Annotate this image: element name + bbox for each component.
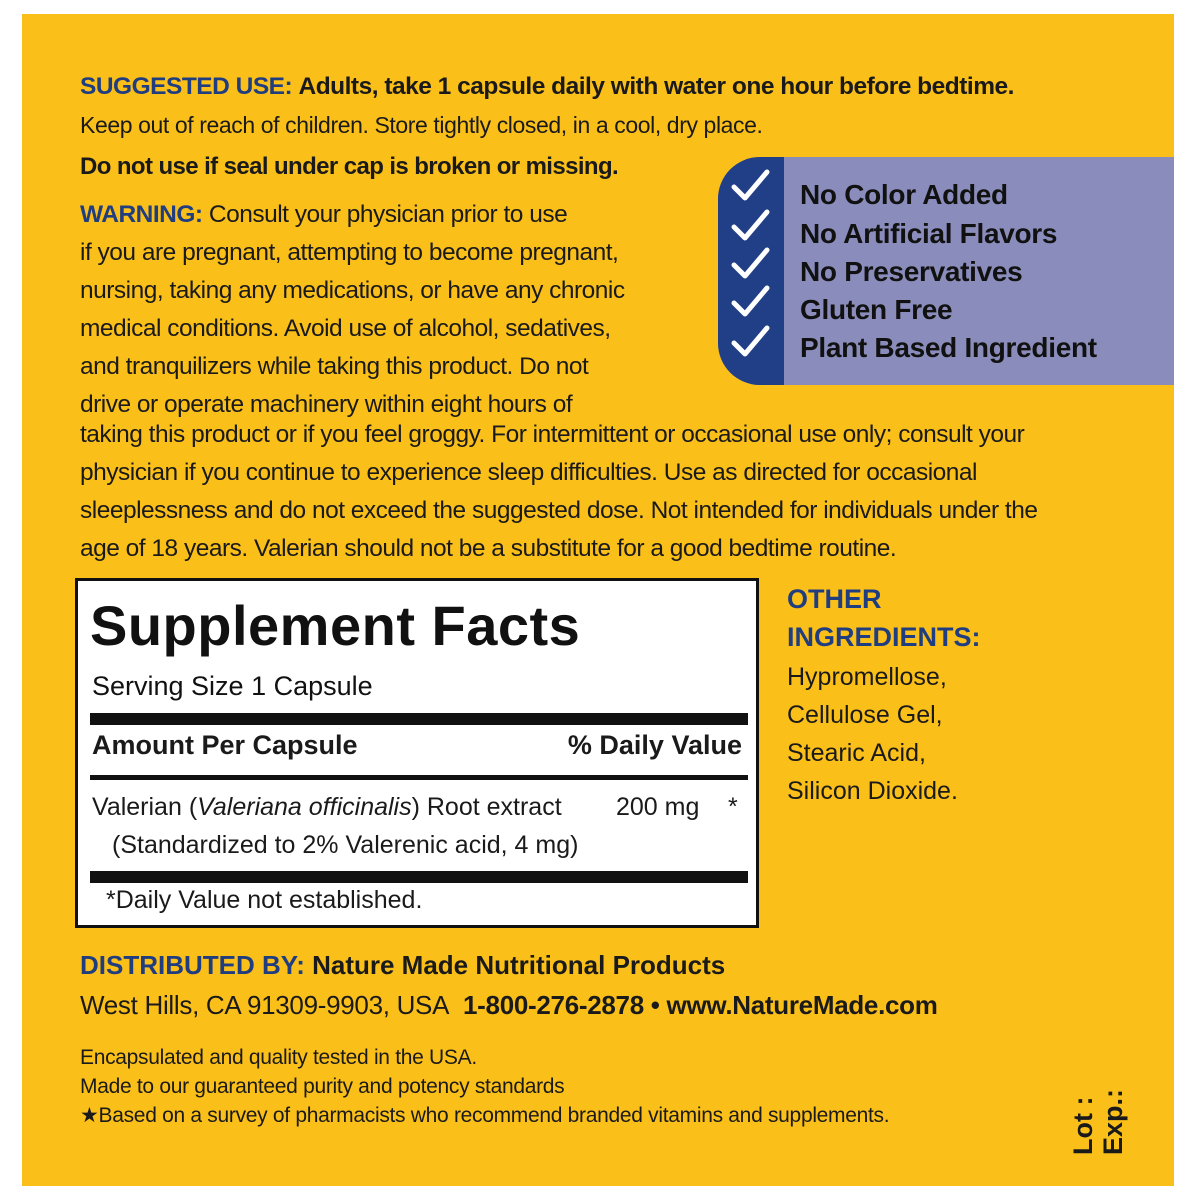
distributor-heading: DISTRIBUTED BY: (80, 950, 305, 980)
suggested-use-text: Adults, take 1 capsule daily with water one hour before bedtime. (298, 73, 1014, 100)
contact-separator: • (650, 990, 660, 1020)
warning-line: nursing, taking any medications, or have any chronic (80, 277, 625, 304)
suggested-use-heading: SUGGESTED USE: (80, 73, 293, 100)
product-claims-box (718, 157, 1174, 385)
distributor-name: Nature Made Nutritional Products (312, 950, 726, 980)
ingredient-part: ) Root extract (411, 793, 562, 821)
supplement-facts-panel (75, 578, 759, 928)
warning-line: medical conditions. Avoid use of alcohol, sedatives, (80, 315, 611, 342)
checkmark-icon (730, 169, 770, 203)
other-ingredient-item: Cellulose Gel, (787, 701, 943, 729)
warning-line: drive or operate machinery within eight hours of (80, 391, 573, 418)
warning-line (80, 196, 670, 234)
claim-gluten-free: Gluten Free (800, 294, 953, 325)
thick-divider (90, 871, 748, 883)
warning-continued (80, 416, 1140, 568)
fine-print (80, 1043, 889, 1130)
serving-size: Serving Size 1 Capsule (92, 671, 373, 701)
ingredient-name: Valerian ( (92, 793, 198, 821)
amount-per-capsule-header: Amount Per Capsule (92, 730, 358, 760)
ingredient-latin-name: Valeriana officinalis (197, 793, 412, 821)
daily-value-footnote: *Daily Value not established. (106, 886, 423, 914)
other-ingredients-heading-line: INGREDIENTS: (787, 622, 981, 652)
other-ingredients-heading (787, 580, 981, 656)
daily-value-header: % Daily Value (567, 730, 742, 760)
ingredient-standardization: (Standardized to 2% Valerenic acid, 4 mg) (112, 831, 579, 859)
warning-line: if you are pregnant, attempting to become pregnant, (80, 239, 619, 266)
thick-divider (90, 713, 748, 725)
claim-no-preservatives: No Preservatives (800, 256, 1023, 287)
lot-label: Lot : (1068, 1096, 1098, 1155)
distributor-website: www.NatureMade.com (666, 990, 938, 1020)
fine-print-line: ★Based on a survey of pharmacists who recommend branded vitamins and supplements. (80, 1104, 890, 1127)
fine-print-line: Made to our guaranteed purity and potency standards (80, 1075, 565, 1098)
checkmark-icon (730, 247, 770, 281)
other-ingredients-heading-line: OTHER (787, 584, 882, 614)
other-ingredients-list (787, 658, 958, 810)
checkmark-icon (730, 325, 770, 359)
ingredient-daily-value: * (728, 793, 738, 821)
exp-label: Exp.: (1098, 1088, 1128, 1155)
warning-section (80, 196, 670, 424)
distributor-phone: 1-800-276-2878 (463, 990, 644, 1020)
supplement-facts-title: Supplement Facts (90, 594, 581, 657)
checkmark-icon (730, 209, 770, 243)
warning-line: age of 18 years. Valerian should not be a substitute for a good bedtime routine. (80, 535, 897, 562)
warning-text: Consult your physician prior to use (208, 201, 568, 228)
checkmark-icon (730, 285, 770, 319)
warning-line: sleeplessness and do not exceed the suggested dose. Not intended for individuals under the (80, 497, 1038, 524)
medium-divider (90, 775, 748, 780)
warning-line: physician if you continue to experience sleep difficulties. Use as directed for occasional (80, 459, 977, 486)
warning-line: taking this product or if you feel groggy. For intermittent or occasional use only; consult your (80, 421, 1025, 448)
distributor-address: West Hills, CA 91309-9903, USA (80, 990, 450, 1020)
lot-exp-area (1068, 1089, 1128, 1155)
storage-instructions: Keep out of reach of children. Store tightly closed, in a cool, dry place. (80, 112, 763, 138)
fine-print-line: Encapsulated and quality tested in the USA. (80, 1046, 477, 1069)
warning-line: and tranquilizers while taking this product. Do not (80, 353, 589, 380)
ingredient-amount: 200 mg (616, 793, 700, 821)
claim-plant-based: Plant Based Ingredient (800, 332, 1097, 363)
other-ingredient-item: Hypromellose, (787, 663, 947, 691)
ingredient-row (92, 793, 562, 822)
warning-heading: WARNING: (80, 201, 203, 228)
other-ingredient-item: Silicon Dioxide. (787, 777, 958, 805)
claim-no-color: No Color Added (800, 179, 1008, 210)
distributor-line (80, 950, 725, 981)
suggested-use (80, 70, 1160, 104)
seal-notice: Do not use if seal under cap is broken or missing. (80, 153, 619, 180)
distributor-contact (80, 990, 938, 1021)
claim-no-artificial-flavors: No Artificial Flavors (800, 218, 1058, 249)
other-ingredient-item: Stearic Acid, (787, 739, 926, 767)
